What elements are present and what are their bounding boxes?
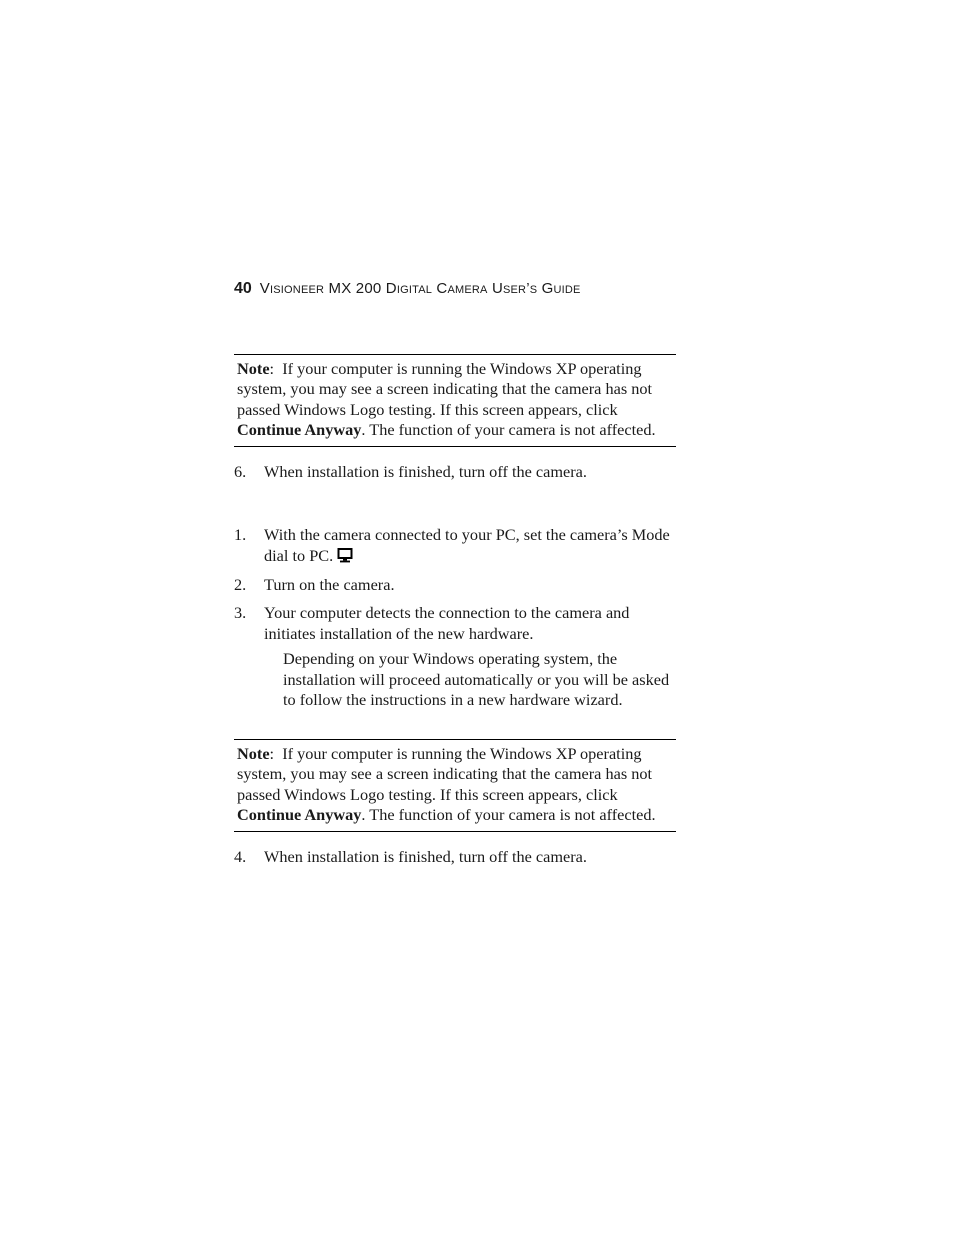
step-1 <box>234 524 679 568</box>
step-number: 3. <box>234 603 247 622</box>
step-6 <box>234 461 679 482</box>
note-box-1 <box>234 354 676 447</box>
step-text: Your computer detects the connection to the camera and initiates installation of the new hardware. <box>264 603 630 643</box>
note-colon: : <box>269 744 275 763</box>
step-text: When installation is finished, turn off the camera. <box>264 847 587 866</box>
note-text-after: . The function of your camera is not affected. <box>361 804 656 824</box>
pc-monitor-icon <box>337 547 353 568</box>
step-text: When installation is finished, turn off the camera. <box>264 462 587 481</box>
header-title: Visioneer MX 200 Digital Camera User’s Guide <box>259 280 581 297</box>
note-bold-term: Continue Anyway <box>237 804 362 824</box>
note-text-before: If your computer is running the Windows XP operating system, you may see a screen indicating that the camera has not passed Windows Logo testing. If this screen appears, click <box>237 744 657 804</box>
note-colon: : <box>269 359 275 378</box>
step-number: 4. <box>234 847 247 866</box>
step-3 <box>234 602 679 644</box>
step-3-detail: Depending on your Windows operating system, the installation will proceed automatically or you will be asked to follow the instructions in a new hardware wizard. <box>283 649 670 709</box>
note-box-2 <box>234 739 676 832</box>
step-text: With the camera connected to your PC, set the camera’s Mode dial to PC. <box>264 525 670 565</box>
page-number: 40 <box>234 280 252 297</box>
step-number: 2. <box>234 575 247 594</box>
step-number: 1. <box>234 525 247 544</box>
note-label: Note <box>237 744 270 763</box>
note-label: Note <box>237 359 270 378</box>
step-text: Turn on the camera. <box>264 575 395 594</box>
step-2 <box>234 574 679 595</box>
note-text-after: . The function of your camera is not affected. <box>361 419 656 439</box>
step-number: 6. <box>234 462 247 481</box>
note-bold-term: Continue Anyway <box>237 419 362 439</box>
step-4 <box>234 846 679 867</box>
running-header <box>234 280 581 298</box>
note-text-before: If your computer is running the Windows XP operating system, you may see a screen indicating that the camera has not passed Windows Logo testing. If this screen appears, click <box>237 359 657 419</box>
